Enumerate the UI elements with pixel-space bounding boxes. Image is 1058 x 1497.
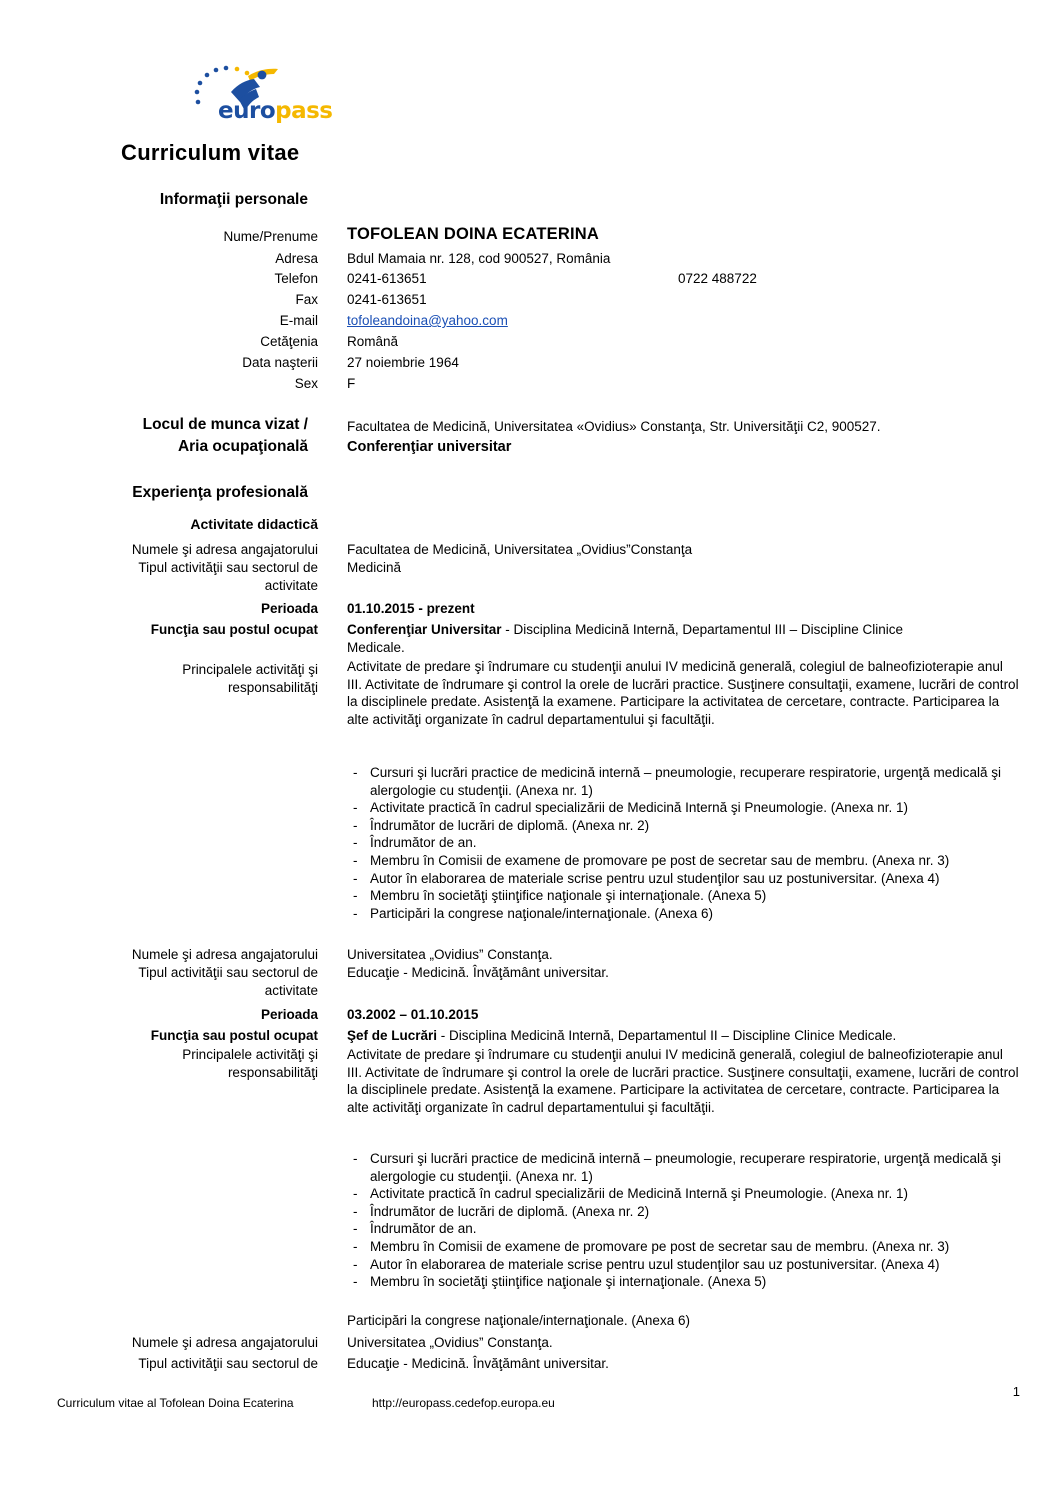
value-functia-2-rest: - Disciplina Medicină Internă, Departamentul II – Discipline Clinice Medicale.	[437, 1028, 897, 1043]
list-item	[347, 852, 1019, 870]
label-email: E-mail	[279, 313, 318, 328]
value-fax: 0241-613651	[347, 292, 427, 307]
bullets-entry-2	[347, 1150, 1019, 1291]
bullet-text: Îndrumător de lucrări de diplomă. (Anexa nr. 2)	[370, 1203, 650, 1219]
value-functia-1-rest: - Disciplina Medicină Internă, Departamentul III – Discipline Clinice	[501, 622, 903, 637]
label-functia-2: Funcţia sau postul ocupat	[150, 1028, 318, 1043]
bullet-text: Autor în elaborarea de materiale scrise pentru uzul studenţilor sau uz postuniversitar. (Anexa 4)	[370, 1256, 940, 1272]
label-sector-2-line1: Tipul activităţii sau sectorul de	[138, 965, 318, 980]
logo-text-pass: pass	[275, 98, 333, 124]
list-item	[347, 817, 1019, 835]
list-item	[347, 1238, 1019, 1256]
value-entry-2-trailing: Participări la congrese naţionale/internaţionale. (Anexa 6)	[347, 1313, 690, 1328]
label-activitati-2-line2: responsabilităţi	[227, 1065, 318, 1080]
email-link[interactable]: tofoleandoina@yahoo.com	[347, 313, 508, 328]
bullet-text: Îndrumător de lucrări de diplomă. (Anexa nr. 2)	[370, 817, 650, 833]
list-item	[347, 834, 1019, 852]
list-item	[347, 870, 1019, 888]
label-employer-2: Numele şi adresa angajatorului	[131, 947, 318, 962]
subheading-activitate-didactica: Activitate didactică	[190, 516, 318, 532]
europass-wordmark	[218, 100, 333, 123]
label-functia-1: Funcţia sau postul ocupat	[150, 622, 318, 637]
value-email	[347, 312, 1019, 329]
list-item	[347, 1203, 1019, 1221]
bullet-text: Cursuri şi lucrări practice de medicină internă – pneumologie, recuperare respiratorie, urgenţă medicală şi alergologie cu studenţii. (Anexa nr. 1)	[370, 1151, 1002, 1184]
list-item	[347, 1220, 1019, 1238]
label-employer-1: Numele şi adresa angajatorului	[131, 542, 318, 557]
list-item	[347, 887, 1019, 905]
label-telefon: Telefon	[274, 271, 318, 286]
section-heading-job-line1: Locul de munca vizat /	[142, 416, 308, 433]
bullet-text: Membru în societăţi ştiinţifice naţionale şi internaţionale. (Anexa 5)	[370, 1274, 767, 1290]
list-item	[347, 764, 1019, 799]
page-number: 1	[1012, 1384, 1020, 1399]
label-cetatenia: Cetăţenia	[260, 334, 318, 349]
list-item	[347, 799, 1019, 817]
section-heading-personal: Informaţii personale	[159, 191, 308, 208]
value-activitati-1-paragraph: Activitate de predare şi îndrumare cu studenţii anului IV medicină generală, colegiul de balneofizioterapie anul III. Activitate de îndrumare şi control la orele de lucrări practice. Susţinere consultaţii, examene, lucrări de control la disciplinele predate. Asistenţă la examene. Participare la activitatea de cercetare, contracte. Participarea la alte activităţi organizate în cadrul departamentului şi facultăţii.	[347, 659, 1019, 727]
value-cetatenia: Română	[347, 334, 399, 349]
label-nume-prenume: Nume/Prenume	[223, 229, 318, 244]
value-sector-3: Educaţie - Medicină. Învăţământ universitar.	[347, 1356, 609, 1371]
value-employer-2: Universitatea „Ovidius” Constanţa.	[347, 947, 553, 962]
value-functia-1-line2: Medicale.	[347, 640, 405, 655]
label-sector-3: Tipul activităţii sau sectorul de	[138, 1356, 318, 1371]
bullet-text: Cursuri şi lucrări practice de medicină internă – pneumologie, recuperare respiratorie, urgenţă medicală şi alergologie cu studenţii. (Anexa nr. 1)	[370, 765, 1002, 798]
label-sector-1-line1: Tipul activităţii sau sectorul de	[138, 560, 318, 575]
label-fax: Fax	[295, 292, 318, 307]
value-functia-1-title: Conferenţiar Universitar	[347, 622, 502, 637]
page-title: Curriculum vitae	[121, 140, 300, 165]
value-telefon-mobil: 0722 488722	[678, 271, 757, 286]
label-activitati-2-line1: Principalele activităţi şi	[182, 1047, 318, 1062]
job-value-position: Conferenţiar universitar	[347, 439, 512, 455]
label-perioada-1: Perioada	[260, 601, 318, 616]
label-data-nasterii: Data naşterii	[242, 355, 318, 370]
page-footer	[0, 1384, 1058, 1426]
list-item	[347, 905, 1019, 923]
job-value-faculty: Facultatea de Medicină, Universitatea «Ovidius» Constanţa, Str. Universităţii C2, 900527.	[347, 419, 881, 434]
bullet-text: Participări la congrese naţionale/internaţionale. (Anexa 6)	[370, 905, 713, 921]
footer-url[interactable]: http://europass.cedefop.europa.eu	[372, 1396, 555, 1410]
bullet-text: Membru în Comisii de examene de promovare pe post de secretar sau de membru. (Anexa nr. 3)	[370, 852, 950, 868]
value-functia-1	[347, 621, 1019, 638]
value-perioada-1: 01.10.2015 - prezent	[347, 601, 475, 616]
value-employer-1: Facultatea de Medicină, Universitatea „Ovidius”Constanţa	[347, 542, 693, 557]
bullet-text: Membru în societăţi ştiinţifice naţionale şi internaţionale. (Anexa 5)	[370, 888, 767, 904]
value-employer-3: Universitatea „Ovidius” Constanţa.	[347, 1335, 553, 1350]
value-telefon: 0241-613651	[347, 271, 427, 286]
value-functia-2	[347, 1027, 1019, 1044]
value-sex: F	[347, 376, 356, 391]
bullet-text: Activitate practică în cadrul specializării de Medicină Internă şi Pneumologie. (Anexa nr. 1)	[370, 800, 909, 816]
list-item	[347, 1256, 1019, 1274]
section-heading-job-line2: Aria ocupaţională	[177, 438, 308, 455]
section-heading-experience: Experienţa profesională	[132, 484, 308, 501]
value-adresa: Bdul Mamaia nr. 128, cod 900527, România	[347, 251, 611, 266]
value-perioada-2: 03.2002 – 01.10.2015	[347, 1007, 479, 1022]
label-perioada-2: Perioada	[260, 1007, 318, 1022]
label-sex: Sex	[294, 376, 318, 391]
value-activitati-2-paragraph: Activitate de predare şi îndrumare cu studenţii anului IV medicină generală, colegiul de balneofizioterapie anul III. Activitate de îndrumare şi control la orele de lucrări practice. Susţinere consultaţii, examene, lucrări de control la disciplinele predate. Asistenţă la examene. Participare la activitatea de cercetare, contracte. Participarea la alte activităţi organizate în cadrul departamentului şi facultăţii.	[347, 1047, 1019, 1115]
bullet-text: Îndrumător de an.	[370, 1221, 477, 1237]
value-sector-1: Medicină	[347, 560, 402, 575]
bullet-text: Autor în elaborarea de materiale scrise pentru uzul studenţilor sau uz postuniversitar. (Anexa 4)	[370, 870, 940, 886]
label-sector-2-line2: activitate	[264, 983, 318, 998]
list-item	[347, 1150, 1019, 1185]
logo-text-euro: euro	[218, 98, 276, 124]
bullet-text: Membru în Comisii de examene de promovare pe post de secretar sau de membru. (Anexa nr. 3)	[370, 1238, 950, 1254]
list-item	[347, 1273, 1019, 1291]
footer-left-text: Curriculum vitae al Tofolean Doina Ecaterina	[57, 1396, 294, 1410]
value-sector-2: Educaţie - Medicină. Învăţământ universitar.	[347, 965, 609, 980]
bullet-text: Activitate practică în cadrul specializării de Medicină Internă şi Pneumologie. (Anexa nr. 1)	[370, 1186, 909, 1202]
list-item	[347, 1185, 1019, 1203]
value-functia-2-title: Şef de Lucrări	[347, 1028, 438, 1043]
europass-logo	[190, 62, 333, 134]
value-nume-prenume: TOFOLEAN DOINA ECATERINA	[347, 225, 599, 243]
bullets-entry-1	[347, 764, 1019, 922]
bullet-text: Îndrumător de an.	[370, 835, 477, 851]
label-sector-1-line2: activitate	[264, 578, 318, 593]
label-employer-3: Numele şi adresa angajatorului	[131, 1335, 318, 1350]
label-adresa: Adresa	[275, 251, 318, 266]
label-activitati-1-line1: Principalele activităţi şi	[182, 662, 318, 677]
value-data-nasterii: 27 noiembrie 1964	[347, 355, 459, 370]
label-activitati-1-line2: responsabilităţi	[227, 680, 318, 695]
